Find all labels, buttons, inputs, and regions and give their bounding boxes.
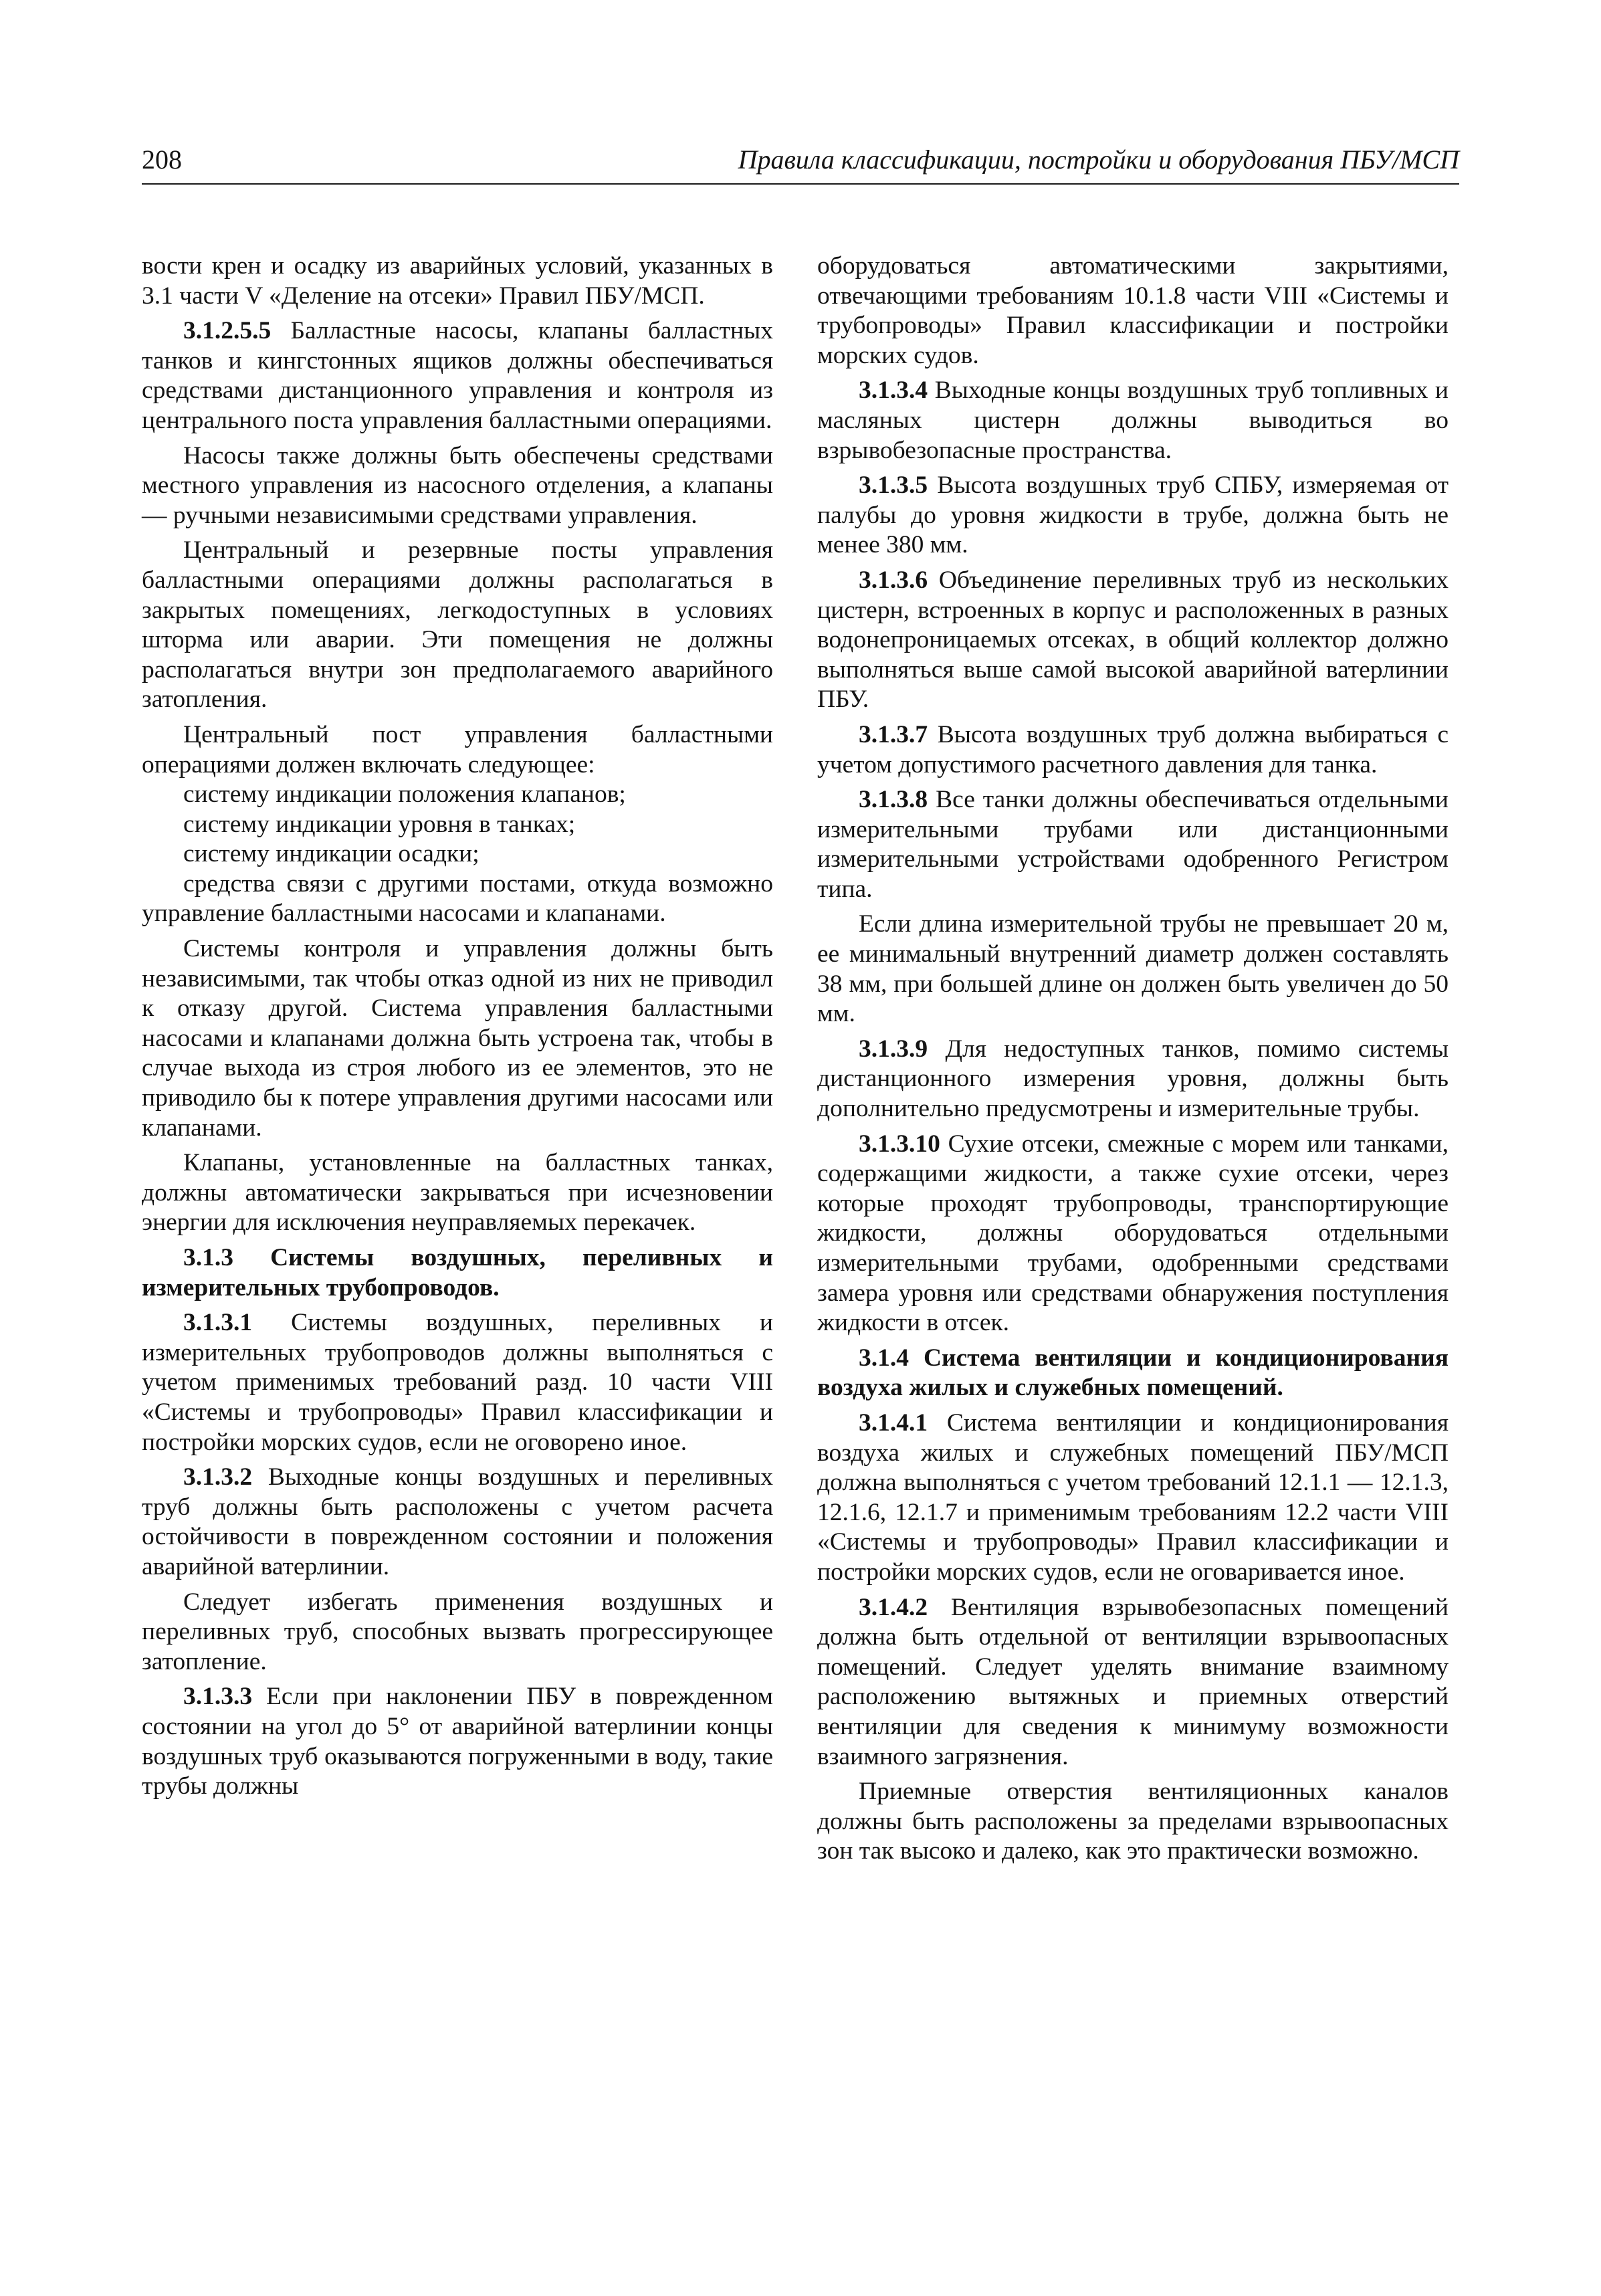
- section-heading: 3.1.3 Системы воздушных, переливных и измерительных трубопроводов.: [142, 1244, 773, 1301]
- clause-number: 3.1.2.5.5: [183, 317, 272, 345]
- paragraph: 3.1.4.1 Система вентиляции и кондиционирования воздуха жилых и служебных помещений ПБУ/МСП должна выполняться с учетом требований 12.1.1 — 12.1.3, 12.1.6, 12.1.7 и применимым требованиям 12.2 части VIII «Системы и трубопроводы» Правил классификации и постройки морских судов, если не оговаривается иное.: [817, 1408, 1449, 1586]
- clause-number: 3.1.3.8: [859, 786, 928, 814]
- paragraph: 3.1.3.3 Если при наклонении ПБУ в поврежденном состоянии на угол до 5° от аварийной ватерлинии концы воздушных труб оказываются погруженными в воду, такие трубы должны: [142, 1683, 773, 1800]
- paragraph: 3.1.3.2 Выходные концы воздушных и переливных труб должны быть расположены с учетом расчета остойчивости в поврежденном состоянии и положения аварийной ватерлинии.: [142, 1463, 773, 1580]
- paragraph: Если длина измерительной трубы не превышает 20 м, ее минимальный внутренний диаметр должен составлять 38 мм, при большей длине он должен быть увеличен до 50 мм.: [817, 910, 1449, 1028]
- clause-number: 3.1.4.1: [859, 1408, 928, 1437]
- paragraph: 3.1.3.8 Все танки должны обеспечиваться отдельными измерительными трубами или дистанционными измерительными устройствами одобренного Регистром типа.: [817, 786, 1449, 903]
- clause-number: 3.1.3.3: [183, 1683, 253, 1711]
- list-item: систему индикации уровня в танках;: [183, 810, 576, 838]
- list-item: средства связи с другими постами, откуда возможно управление балластными насосами и клапанами.: [142, 869, 773, 928]
- paragraph: 3.1.3.6 Объединение переливных труб из нескольких цистерн, встроенных в корпус и расположенных в разных водонепроницаемых отсеках, в общий коллектор должно выполняться выше самой высокой аварийной ватерлинии ПБУ.: [817, 566, 1449, 714]
- clause-number: 3.1.3.1: [183, 1309, 253, 1337]
- clause-number: 3.1.3.9: [859, 1035, 928, 1063]
- page-number: 208: [142, 144, 182, 175]
- clause-number: 3.1.3.6: [859, 566, 928, 594]
- section-heading: 3.1.4 Система вентиляции и кондиционирования воздуха жилых и служебных помещений.: [817, 1344, 1449, 1402]
- paragraph: Системы контроля и управления должны быть независимыми, так чтобы отказ одной из них не приводил к отказу другой. Система управления балластными насосами и клапанами должна быть устроена так, чтобы в случае выхода из строя любого из ее элементов, это не приводило бы к потере управления другими насосами или клапанами.: [142, 935, 773, 1142]
- paragraph: 3.1.3.10 Сухие отсеки, смежные с морем или танками, содержащими жидкости, а также сухие отсеки, через которые проходят трубопроводы, транспортирующие жидкости, должны оборудоваться отдельными измерительными трубами, одобренными средствами замера уровня или средствами обнаружения поступления жидкости в отсек.: [817, 1130, 1449, 1337]
- clause-number: 3.1.3.10: [859, 1130, 940, 1158]
- paragraph: Приемные отверстия вентиляционных каналов должны быть расположены за пределами взрывоопасных зон так высоко и далеко, как это практически возможно.: [817, 1778, 1449, 1865]
- paragraph: Насосы также должны быть обеспечены средствами местного управления из насосного отделения, а клапаны — ручными независимыми средствами управления.: [142, 441, 773, 529]
- paragraph: 3.1.2.5.5 Балластные насосы, клапаны балластных танков и кингстонных ящиков должны обеспечиваться средствами дистанционного управления и контроля из центрального поста управления балластными операциями.: [142, 317, 773, 434]
- left-column: [142, 251, 773, 1807]
- paragraph: Центральный пост управления балластными операциями должен включать следующее:: [142, 720, 773, 778]
- paragraph: 3.1.3.5 Высота воздушных труб СПБУ, измеряемая от палубы до уровня жидкости в трубе, должна быть не менее 380 мм.: [817, 472, 1449, 559]
- clause-number: 3.1.4.2: [859, 1593, 928, 1621]
- list-item: систему индикации осадки;: [183, 840, 479, 868]
- right-column: [817, 251, 1449, 1872]
- paragraph: Центральный и резервные посты управления балластными операциями должны располагаться в закрытых помещениях, легкодоступных в условиях шторма или аварии. Эти помещения не должны располагаться внутри зон предполагаемого аварийного затопления.: [142, 536, 773, 714]
- paragraph: 3.1.3.9 Для недоступных танков, помимо системы дистанционного измерения уровня, должны быть дополнительно предусмотрены и измерительные трубы.: [817, 1035, 1449, 1123]
- paragraph: оборудоваться автоматическими закрытиями, отвечающими требованиям 10.1.8 части VIII «Системы и трубопроводы» Правил классификации и постройки морских судов.: [817, 252, 1449, 369]
- clause-number: 3.1.3.5: [859, 472, 928, 500]
- clause-number: 3.1.3.4: [859, 377, 928, 405]
- clause-number: 3.1.3.2: [183, 1463, 253, 1491]
- list-item: систему индикации положения клапанов;: [183, 780, 626, 809]
- page-header: [142, 143, 1459, 185]
- paragraph: Следует избегать применения воздушных и переливных труб, способных вызвать прогрессирующее затопление.: [142, 1588, 773, 1675]
- paragraph: 3.1.3.7 Высота воздушных труб должна выбираться с учетом допустимого расчетного давления для танка.: [817, 720, 1449, 778]
- paragraph: 3.1.3.4 Выходные концы воздушных труб топливных и масляных цистерн должны выводиться во взрывобезопасные пространства.: [817, 377, 1449, 464]
- paragraph: 3.1.3.1 Системы воздушных, переливных и измерительных трубопроводов должны выполняться с учетом применимых требований разд. 10 части VIII «Системы и трубопроводы» Правил классификации и постройки морских судов, если не оговорено иное.: [142, 1309, 774, 1456]
- paragraph: вости крен и осадку из аварийных условий, указанных в 3.1 части V «Деление на отсеки» Правил ПБУ/МСП.: [142, 252, 773, 310]
- running-title: Правила классификации, постройки и оборудования ПБУ/МСП: [738, 144, 1459, 175]
- paragraph: 3.1.4.2 Вентиляция взрывобезопасных помещений должна быть отдельной от вентиляции взрывоопасных помещений. Следует уделять внимание взаимному расположению вытяжных и приемных отверстий вентиляции для сведения к минимуму возможности взаимного загрязнения.: [817, 1593, 1449, 1770]
- paragraph: Клапаны, установленные на балластных танках, должны автоматически закрываться при исчезновении энергии для исключения неуправляемых перекачек.: [142, 1149, 773, 1237]
- clause-number: 3.1.3.7: [859, 720, 928, 748]
